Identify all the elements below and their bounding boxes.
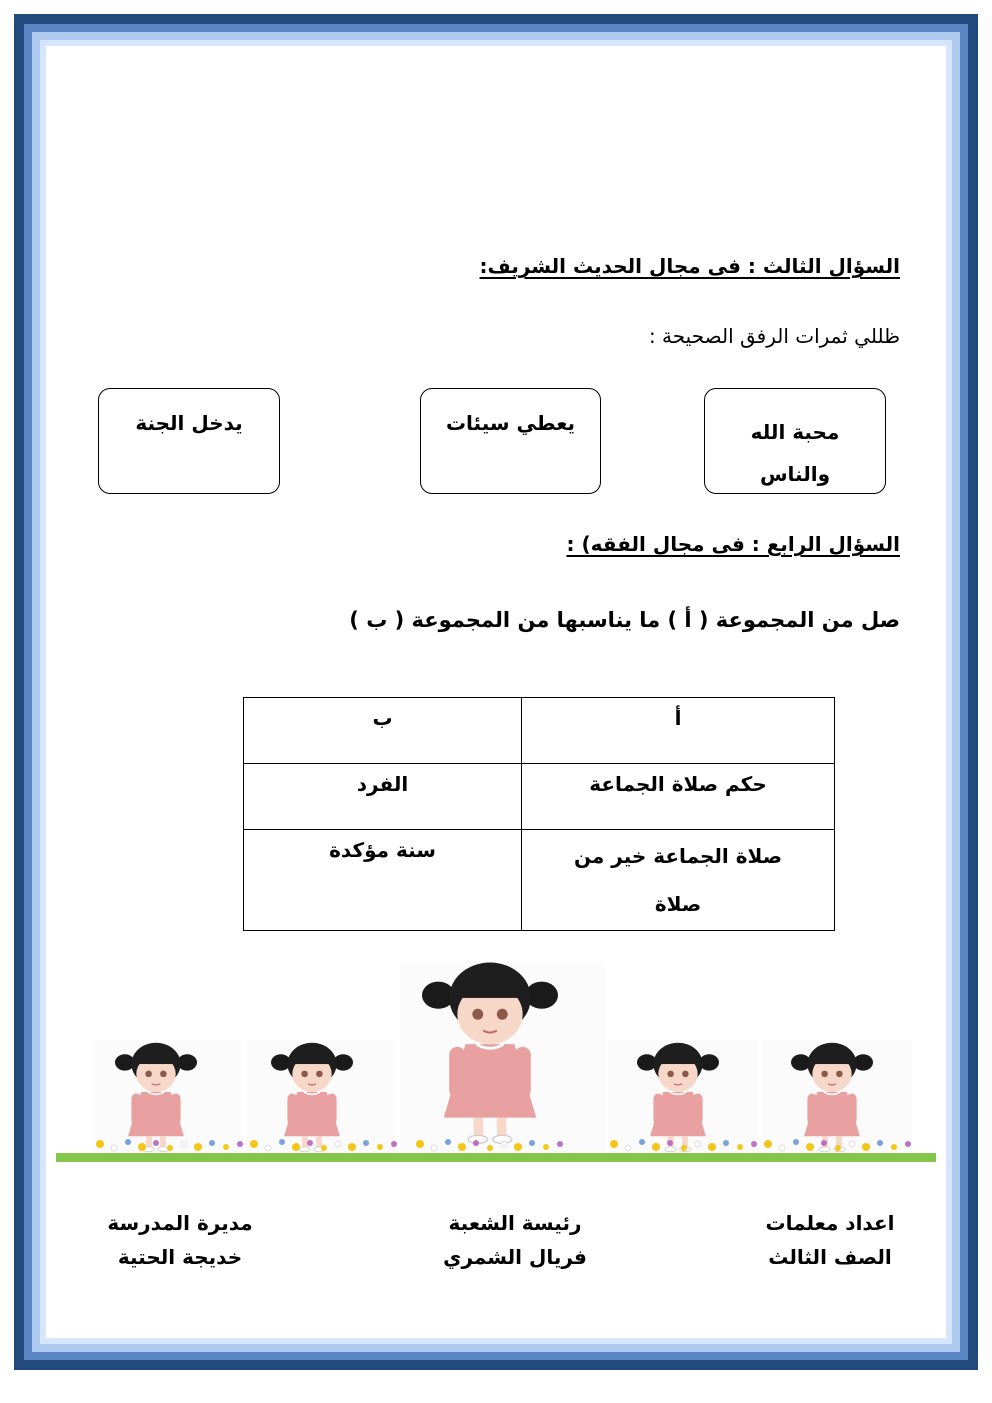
table-cell-b: الفرد [244,764,522,830]
q3-instruction: ظللي ثمرات الرفق الصحيحة : [648,324,900,348]
grass-strip [56,1153,936,1162]
table-cell-a: صلاة الجماعة خير من صلاة [522,830,835,931]
department-head-name: فريال الشمري [443,1245,587,1269]
principal-label: مديرة المدرسة [107,1211,253,1235]
principal-name: خديجة الحتية [117,1245,243,1269]
prepared-name: الصف الثالث [768,1245,892,1269]
answer-box-2-text: يعطي سيئات [445,411,576,435]
signature-prepared [740,1206,920,1274]
answer-box-1-text: محبة الله والناس [750,420,840,486]
signature-department-head [420,1206,610,1274]
prepared-label: اعداد معلمات [765,1211,895,1235]
q4-instruction: صل من المجموعة ( أ ) ما يناسبها من المجموعة ( ب ) [349,608,900,632]
answer-box-3-text: يدخل الجنة [135,411,243,435]
table-header-a: أ [522,698,835,764]
table-header-b: ب [244,698,522,764]
q3-title: السؤال الثالث : فى مجال الحديث الشريف: [479,254,900,278]
q4-title: السؤال الرابع : فى مجال الفقه) : [566,532,900,556]
table-cell-a: حكم صلاة الجماعة [522,764,835,830]
signature-principal [90,1206,270,1274]
department-head-label: رئيسة الشعبة [448,1211,582,1235]
table-cell-b: سنة مؤكدة [244,830,522,931]
